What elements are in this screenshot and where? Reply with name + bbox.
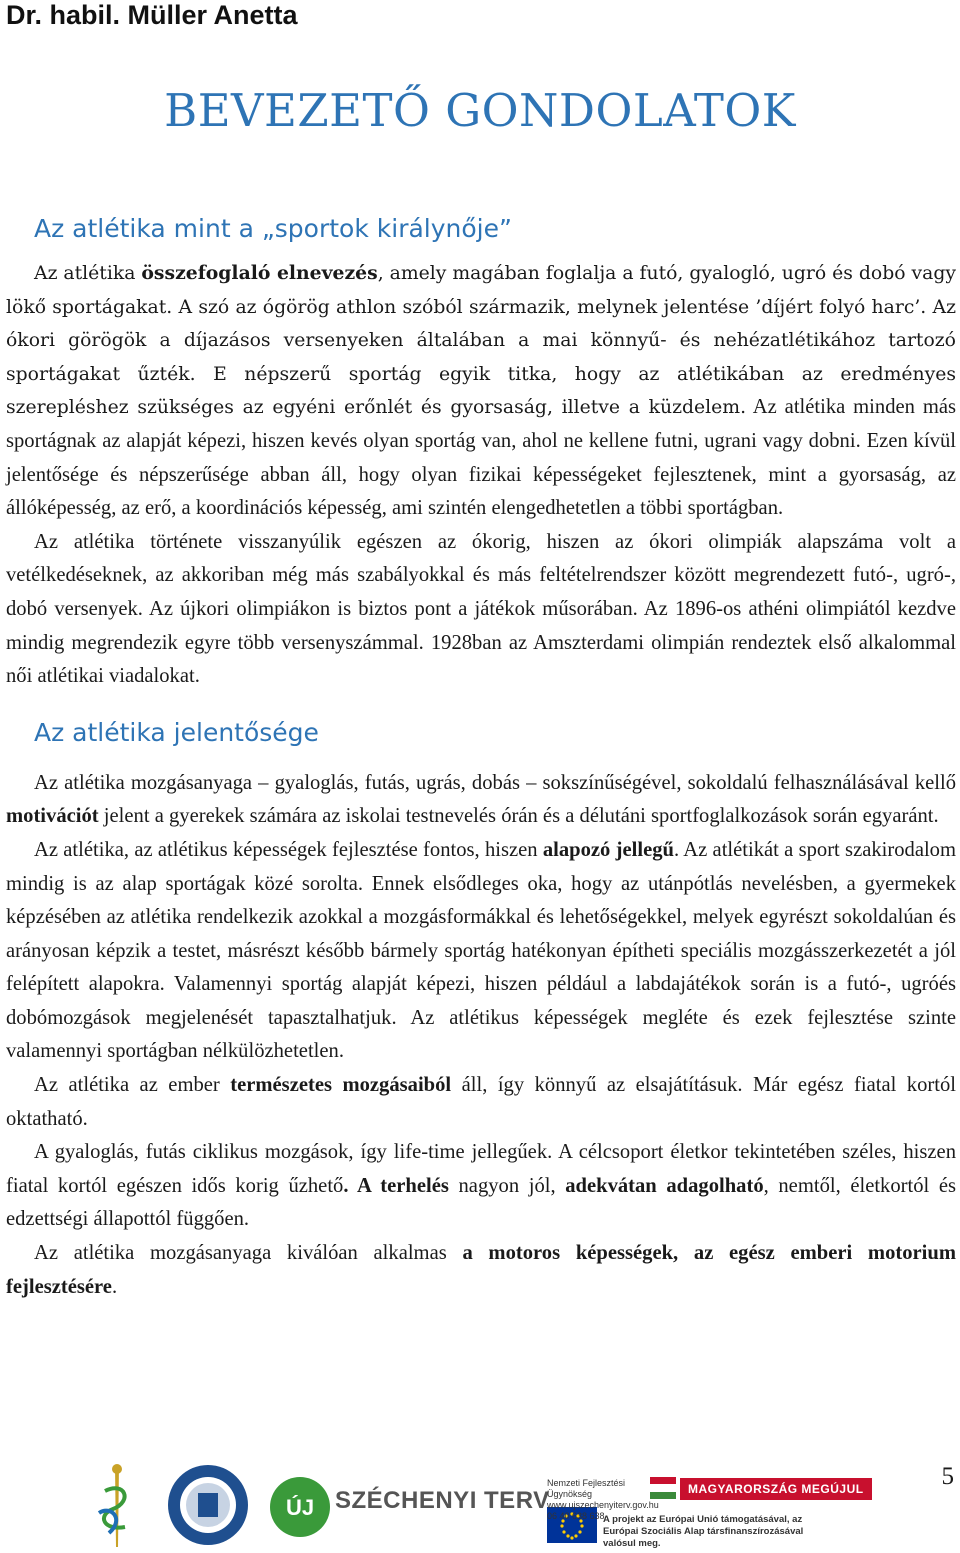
paragraph: Az atlétika összefoglaló elnevezés, amely magában foglalja a futó, gyalogló, ugró és dobó vagy lökő sportágakat. A szó az ógörög athlon szóból származik, melynek jelentése ’díjért folyó harc’. Az ókori görögök a díjazásos versenyeken általában a mai könnyű- és nehézatlétikához tartozó sportágakat űzték. E népszerű sportág egyik titka, hogy az atlétikában az eredményes szerepléshez szükséges az egyéni erőnlét és gyorsaság, illetve a küzdelem. Az atlétika minden más sportágnak az alapját képezi, hiszen kevés olyan sportág van, ahol ne kellene futni, ugrani vagy dobni. Ezen kívül jelentősége és népszerűsége abban áll, hogy olyan fizikai képességeket fejlesztenek, mint a gyorsaság, az állóképesség, az erő, a koordinációs képesség, ami szintén elengedhetetlen a többi sportágban. xyxy=(6,262,956,520)
document-body xyxy=(6,214,956,1304)
page-title: BEVEZETŐ GONDOLATOK xyxy=(164,84,796,137)
bold-term: természetes mozgásaiból xyxy=(230,1074,452,1097)
szechenyi-logo-icon xyxy=(268,1469,332,1545)
bold-term: . A terhelés xyxy=(343,1174,449,1197)
page-number: 5 xyxy=(941,1463,954,1490)
paragraph: Az atlétika mozgásanyaga ‒ gyaloglás, futás, ugrás, dobás ‒ sokszínűségével, sokoldalú felhasználásával kellő motivációt jelent a gyerekek számára az iskolai testnevelés órán és a délutáni sportfoglalkozások során egyaránt. xyxy=(6,771,956,828)
bold-term: a motoros képességek, az egész emberi motorium fejlesztésére xyxy=(6,1242,956,1298)
section-heading: Az atlétika jelentősége xyxy=(34,717,319,747)
magyarorszag-megujul-badge: MAGYARORSZÁG MEGÚJUL xyxy=(680,1478,872,1500)
bold-term: összefoglaló elnevezés xyxy=(141,262,378,284)
paragraph: Az atlétika, az atlétikus képességek fejlesztése fontos, hiszen alapozó jellegű. Az atlétikát a sport szakirodalom mindig is az alap sportágak közé sorolta. Ennek elsődleges oka, hogy az utánpótlás nevelésben, a gyermekek képzésében az atlétika rendelkezik azokkal a mozgásformákkal és lehetőségekkel, melyek egyrészt sokoldalúan és arányosan képzik a testet, másrészt később bármely sportág hatékonyan építheti speciális mozgásszerkezetét a jól felépített alapokra. Valamennyi sportág alapját képezi, hiszen például a labdajátékok során is a futó-, ugróés dobómozgások megjelenését tapasztalhatjuk. Az atlétikus képességek megléte és ezek fejlesztése szinte valamennyi sportágban nélkülözhetetlen. xyxy=(6,838,956,1063)
nfu-info: Nemzeti Fejlesztési Ügynökség www.ujszechenyiterv.gov.hu 06 40 638 638 xyxy=(547,1478,659,1521)
svg-text:ÚJ: ÚJ xyxy=(285,1495,315,1520)
bold-term: motivációt xyxy=(6,805,99,828)
author-name: Dr. habil. Müller Anetta xyxy=(6,0,298,30)
bold-term: adekvátan adagolható xyxy=(565,1174,764,1197)
college-seal-icon xyxy=(166,1463,250,1547)
eu-funding-note: A projekt az Európai Unió támogatásával, az Európai Szociális Alap társfinanszírozásával valósul meg. xyxy=(603,1514,804,1549)
paragraph: Az atlétika az ember természetes mozgásaiból áll, így könnyű az elsajátításuk. Már egész fiatal kortól oktatható. xyxy=(6,1074,956,1130)
paragraph: A gyaloglás, futás ciklikus mozgások, így life-time jellegűek. A célcsoport életkor tekintetében széles, hiszen fiatal kortól egészen idős korig űzhető. A terhelés nagyon jól, adekvátan adagolható, nemtől, életkortól és edzettségi állapottól függően. xyxy=(6,1141,956,1231)
section-heading: Az atlétika mint a „sportok királynője” xyxy=(34,214,512,243)
bold-term: alapozó jellegű xyxy=(542,838,674,861)
paragraph: Az atlétika mozgásanyaga kiválóan alkalmas a motoros képességek, az egész emberi motorium fejlesztésére. xyxy=(6,1242,956,1298)
szechenyi-terv-label: SZÉCHENYI TERV xyxy=(335,1487,550,1514)
paragraph: Az atlétika története visszanyúlik egészen az ókorig, hiszen az ókori olimpiák alapszáma volt a vetélkedéseknek, az akkoriban még más szabályokkal és más feltételrendszer között megrendezett futó-, ugró-, dobó versenyek. Az újkori olimpiákon is biztos pont a játékok műsorában. Az 1896-os athéni olimpiától kezdve mindig megrendezik egyre több versenyszámmal. 1928ban az Amszterdami olimpián rendeztek első alkalommal női atlétikai viadalokat. xyxy=(6,530,956,688)
sport-logo-icon xyxy=(85,1461,147,1551)
